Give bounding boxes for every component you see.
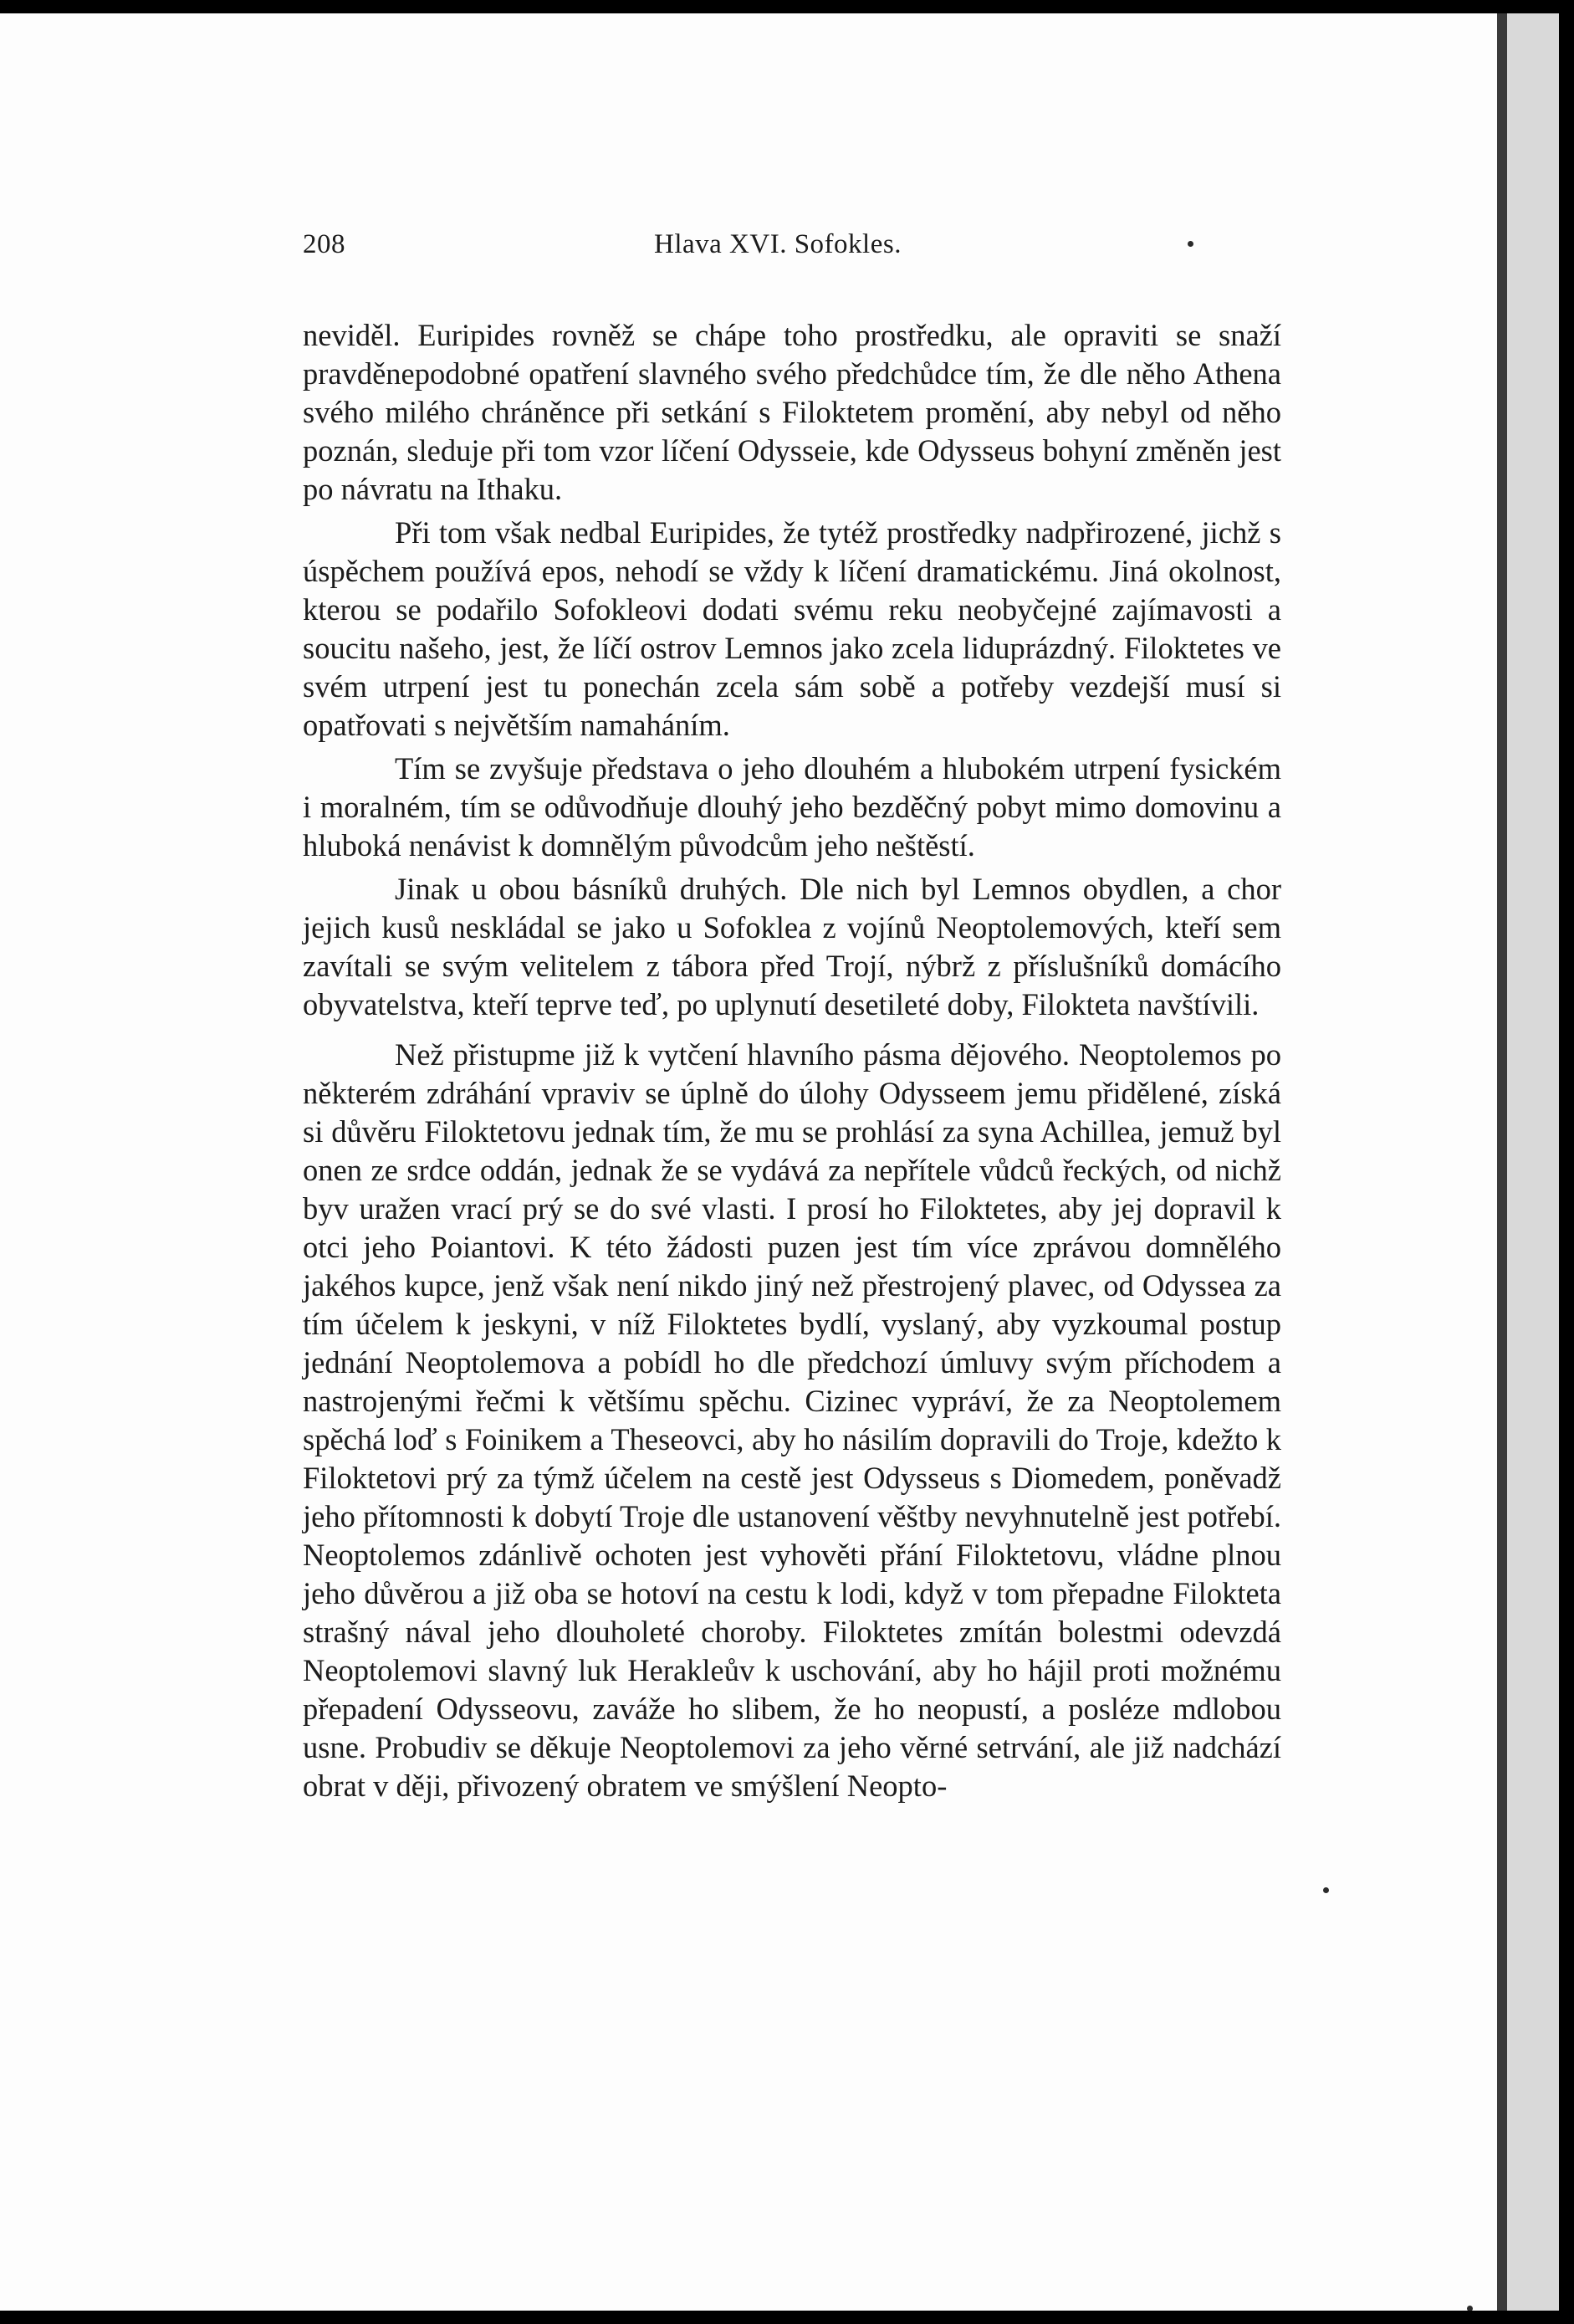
speck-mark [1323, 1887, 1329, 1893]
paragraph: Při tom však nedbal Euripides, že tytéž prostředky nadpřirozené, jichž s úspěchem používá epos, nehodí se vždy k líčení dramatickému. Jiná okolnost, kterou se podařilo Sofokleovi dodati svému reku neobyčejné zajímavosti a soucitu našeho, jest, že líčí ostrov Lemnos jako zcela liduprázdný. Filoktetes ve svém utrpení jest tu ponechán zcela sám sobě a potřeby vezdejší musí si opatřovati s největším namaháním. [303, 515, 1281, 742]
speck-mark [1467, 2306, 1473, 2311]
paragraph: neviděl. Euripides rovněž se chápe toho prostředku, ale opraviti se snaží pravděnepodobné opatření slavného svého předchůdce tím, že dle něho Athena svého milého chráněnce při setkání s Filoktetem promění, aby nebyl od něho poznán, sleduje při tom vzor líčení Odysseie, kde Odysseus bohyní změněn jest po návratu na Ithaku. [303, 318, 1281, 506]
paragraph: Než přistupme již k vytčení hlavního pásma dějového. Neoptolemos po některém zdráhání vpraviv se úplně do úlohy Odysseem jemu přidělené, získá si důvěru Filoktetovu jednak tím, že mu se prohlásí za syna Achillea, jemuž byl onen ze srdce oddán, jednak že se vydává za nepřítele vůdců řeckých, od nichž byv uražen vrací prý se do své vlasti. I prosí ho Filoktetes, aby jej dopravil k otci jeho Poiantovi. K této žádosti puzen jest tím více zprávou domnělého jakéhos kupce, jenž však není nikdo jiný než přestrojený plavec, od Odyssea za tím účelem k jeskyni, v níž Filoktetes bydlí, vyslaný, aby vyzkoumal postup jednání Neoptolemova a pobídl ho dle předchozí úmluvy svým příchodem a nastrojenými řečmi k většímu spěchu. Cizinec vypráví, že za Neoptolemem spěchá loď s Foinikem a Theseovci, aby ho násilím dopravili do Troje, kdežto k Filoktetovi prý za týmž účelem na cestě jest Odysseus s Diomedem, poněvadž jeho přítomnosti k dobytí Troje dle ustanovení věštby nevyhnutelně jest potřebí. Neoptolemos zdánlivě ochoten jest vyhověti přání Filoktetovu, vládne plnou jeho důvěrou a již oba se hotoví na cestu k lodi, když v tom přepadne Filokteta strašný nával jeho dlouholeté choroby. Filoktetes zmítán bolestmi odevzdá Neoptolemovi slavný luk Herakleův k uschování, aby ho hájil proti možnému přepadení Odysseovu, zaváže ho slibem, že ho neopustí, a posléze mdlobou usne. Probudiv se děkuje Neoptolemovi za jeho věrné setrvání, ale již nadchází obrat v ději, přivozený obratem ve smýšlení Neopto- [303, 1037, 1281, 1803]
book-page [0, 13, 1507, 2311]
running-head: Hlava XVI. Sofokles. [654, 229, 902, 259]
page-edge [1507, 13, 1559, 2311]
speck-mark [1188, 241, 1193, 247]
paragraph: Jinak u obou básníků druhých. Dle nich byl Lemnos obydlen, a chor jejich kusů neskládal se jako u Sofoklea z vojínů Neoptolemových, kteří sem zavítali se svým velitelem z tábora před Trojí, nýbrž z příslušníků domácího obyvatelstva, kteří teprve teď, po uplynutí desetileté doby, Filokteta navštívili. [303, 872, 1281, 1021]
page-header [303, 229, 1298, 271]
page-number: 208 [303, 229, 345, 259]
paragraph: Tím se zvyšuje představa o jeho dlouhém a hlubokém utrpení fysickém i moralném, tím se odůvodňuje dlouhý jeho bezděčný pobyt mimo domovinu a hluboká nenávist k domnělým původcům jeho neštěstí. [303, 751, 1281, 863]
body-text [303, 316, 1281, 1810]
